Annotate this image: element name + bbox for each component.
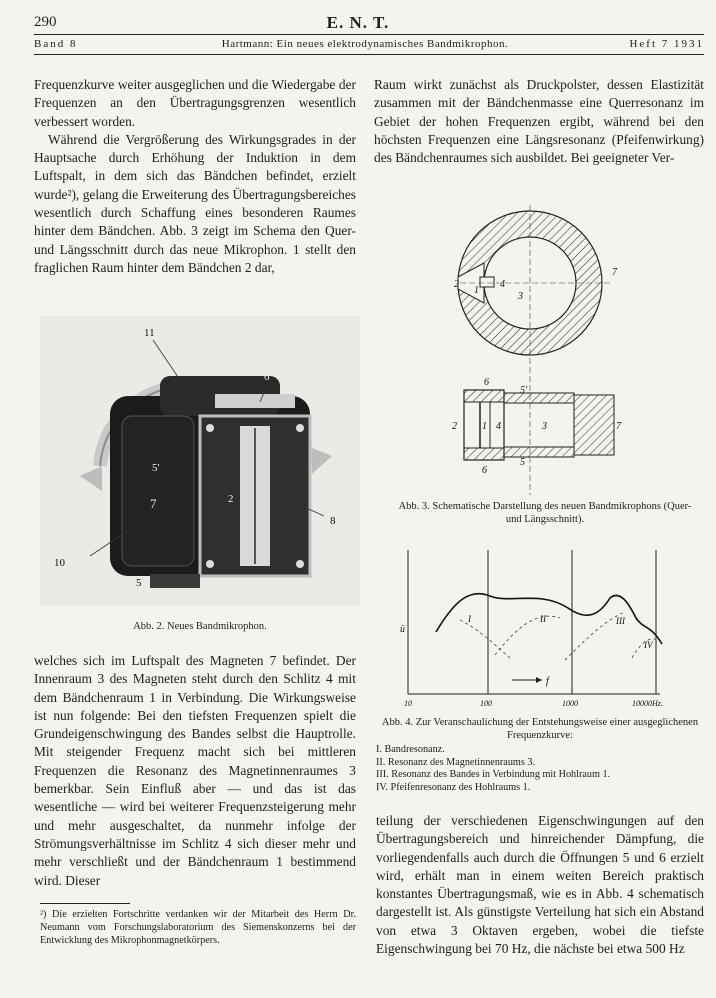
footnote: ²) Die erzielten Fortschritte verdanken wir der Mitarbeit des Herrn Dr. Neumann vom Forschungslaboratorium des Siemenskonzerns bei der Entwicklung des Mikrophonmagnetkörpers. <box>40 909 356 946</box>
figure-3-caption: Abb. 3. Schematische Darstellung des neuen Bandmikrophons (Quer- und Längsschnitt). <box>398 501 692 525</box>
photo-label: 7 <box>150 496 157 511</box>
figure-2-caption: Abb. 2. Neues Bandmikrophon. <box>133 621 267 632</box>
paragraph: teilung der verschiedenen Eigenschwingungen auf den Übertragungsbereich und hinreichender Dämpfung, die vorliegendenfalls auch durch die Öffnungen 5 und 6 erzielt wird, erhält man in einem weiten Bereich praktisch konstantes Übertragungsmaß, wie es in Abb. 4 schematisch dargestellt ist. Als günstigste Verteilung hat sich ein Abstand von etwa 3 Oktaven ergeben, wobei die tiefste Eigenschwingung bei 70 Hz, die nächste bei etwa 500 Hz <box>376 813 704 957</box>
right-column-bottom <box>376 812 704 958</box>
journal-title: E. N. T. <box>326 13 390 32</box>
paragraph: Raum wirkt zunächst als Druckpolster, dessen Elastizität zusammen mit der Bändchenmasse eine Querresonanz im Gebiet der hohen Frequenzen ergibt, während bei den höchsten Frequenzen eine Längsresonanz (Pfeifenwirkung) des Bändchenraumes sich ausbildet. Bei geeigneter Ver- <box>374 77 704 166</box>
photo-label: 10 <box>54 557 65 569</box>
schematic-label: 5' <box>520 385 528 396</box>
schematic-label: 2 <box>454 279 459 290</box>
header-rule-lower <box>34 54 704 55</box>
photo-label: 6 <box>264 371 270 383</box>
schematic-label: 4 <box>500 279 505 290</box>
schematic-label: 1 <box>482 421 487 432</box>
paragraph: Während die Vergrößerung des Wirkungsgrades in der Hauptsache durch Erhöhung der Induktion in dem Luftspalt, in dem sich das Bändchen befindet, erzielt wurde²), gelang die Erweiterung des Übertragungsbereiches wesentlich durch Schaffung eines besonderen Raumes hinter dem Bändchen. Abb. 3 zeigt im Schema den Quer- und Längsschnitt durch das neue Mikrophon. 1 stellt den fraglichen Raum hinter dem Bändchen 2 dar, <box>34 131 356 275</box>
y-axis-label: ü <box>400 624 405 635</box>
schematic-label: 6 <box>484 377 489 388</box>
figure-2-photo <box>40 316 360 606</box>
schematic-label: 5 <box>520 457 525 468</box>
tick-label: 1000 <box>562 699 578 708</box>
schematic-label: 4 <box>496 421 501 432</box>
microphone-photo <box>40 316 360 606</box>
page-number: 290 <box>34 14 57 30</box>
figure-4-caption: Abb. 4. Zur Veranschaulichung der Entstehungsweise einer ausgeglichenen Frequenzkurve: <box>381 717 699 741</box>
volume-label: Band 8 <box>34 38 78 50</box>
photo-label: 11 <box>144 327 155 339</box>
curve-label: IV <box>644 640 653 650</box>
photo-label: 8 <box>330 515 336 527</box>
left-column-bottom <box>34 652 356 890</box>
photo-label: 2 <box>228 493 234 505</box>
tick-label: 10 <box>404 699 412 708</box>
schematic-label: 3 <box>518 291 523 302</box>
left-column-top <box>34 76 356 277</box>
curve-label: II <box>540 614 546 624</box>
issue-label: Heft 7 1931 <box>629 38 704 50</box>
curve-label: I <box>468 614 471 624</box>
header-rule <box>34 34 704 35</box>
schematic-label: 3 <box>542 421 547 432</box>
photo-label: 5' <box>152 462 160 474</box>
tick-label: 100 <box>480 699 492 708</box>
figure-4-legend <box>376 744 704 794</box>
right-column-top <box>374 76 704 167</box>
figure-4-diagram <box>400 540 670 710</box>
figure-3-schematic <box>440 205 660 495</box>
paragraph: welches sich im Luftspalt des Magneten 7 befindet. Der Innenraum 3 des Magneten steht durch den Schlitz 4 mit dem Bändchenraum 1 in Verbindung. Die Wirkungsweise ist nun folgende: Bei den tiefsten Frequenzen spielt die Grundeigenschwingung des Bandes selbst die Hauptrolle. Mit steigender Frequenz macht sich bei mittleren Frequenzen die Resonanz des Magnetinnenraumes 3 bemerkbar. Sein Einfluß aber — und das ist das wesentliche — wird bei weiterer Frequenzsteigerung mehr und mehr ausgeschaltet, da nunmehr infolge der Strömungsverhältnisse im Schlitz 4 sich dieser mehr und mehr verschließt und der Bändchenraum 1 bestimmend wird. Dieser <box>34 653 356 888</box>
x-axis-arrow-label: f <box>546 676 549 687</box>
legend-item: IV. Pfeifenresonanz des Hohlraums 1. <box>376 781 531 793</box>
legend-item: II. Resonanz des Magnetinnenraums 3. <box>376 756 535 768</box>
curve-label: III <box>616 616 625 626</box>
legend-item: III. Resonanz des Bandes in Verbindung mit Hohlraum 1. <box>376 769 611 780</box>
legend-item: I. Bandresonanz. <box>376 744 445 755</box>
schematic-label: 7 <box>612 267 617 278</box>
footnote-rule <box>40 903 130 904</box>
paragraph: Frequenzkurve weiter ausgeglichen und die Wiedergabe der Frequenzen an den Übertragungsgrenzen wesentlich verbessert worden. <box>34 77 356 129</box>
schematic-label: 1 <box>474 285 479 296</box>
running-title: Hartmann: Ein neues elektrodynamisches Bandmikrophon. <box>221 38 509 50</box>
photo-label: 5 <box>136 577 142 589</box>
schematic-label: 7 <box>616 421 621 432</box>
schematic-label: 6 <box>482 465 487 476</box>
tick-label: 10000Hz. <box>632 699 663 708</box>
schematic-label: 2 <box>452 421 457 432</box>
